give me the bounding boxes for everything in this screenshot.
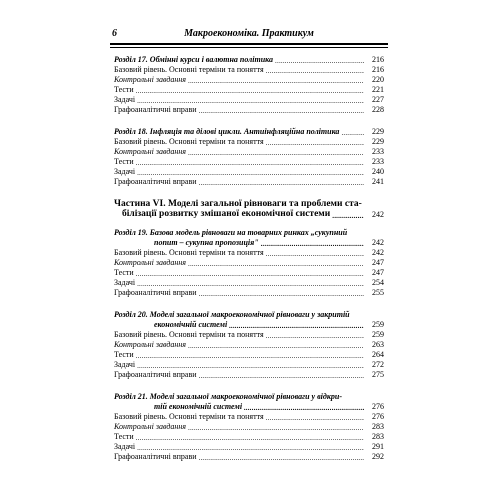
toc-items-17 <box>114 65 384 115</box>
entry-label: Графоаналітичні вправи <box>114 452 197 461</box>
toc-entry <box>114 452 384 462</box>
toc-entry <box>114 85 384 95</box>
leader-dots <box>136 85 364 95</box>
page-ref: 276 <box>372 402 384 411</box>
toc-entry <box>114 177 384 187</box>
leader-dots <box>199 105 365 115</box>
entry-label: Задачі <box>114 360 136 369</box>
leader-dots <box>188 75 364 85</box>
leader-dots <box>199 452 365 462</box>
leader-dots <box>199 288 365 298</box>
page-ref: 275 <box>372 370 384 379</box>
toc-entry <box>114 95 384 105</box>
page-ref: 240 <box>372 167 384 176</box>
page-ref: 263 <box>372 340 384 349</box>
page-ref: 254 <box>372 278 384 287</box>
entry-label: Контрольні завдання <box>114 75 187 84</box>
entry-label: Графоаналітичні вправи <box>114 177 197 186</box>
page-ref: 228 <box>372 105 384 114</box>
page-ref: 292 <box>372 452 384 461</box>
leader-dots <box>244 402 364 412</box>
page-ref: 242 <box>372 248 384 257</box>
section-title-line2: попит – сукупна пропозиція" <box>154 238 259 247</box>
leader-dots <box>199 370 365 380</box>
toc-items-19 <box>114 248 384 298</box>
toc-section-20 <box>114 310 384 330</box>
section-title-line1: Розділ 21. Моделі загальної макроекономічної рівноваги у відкри- <box>114 392 343 401</box>
section-title-line2: тій економічній системі <box>154 402 243 411</box>
toc-entry <box>114 137 384 147</box>
page-ref: 216 <box>372 55 384 64</box>
page-ref: 264 <box>372 350 384 359</box>
toc-entry <box>114 370 384 380</box>
page-ref: 276 <box>372 412 384 421</box>
page-ref: 216 <box>372 65 384 74</box>
page-ref: 220 <box>372 75 384 84</box>
page-ref: 233 <box>372 147 384 156</box>
toc-section-18 <box>114 127 384 137</box>
leader-dots <box>188 422 364 432</box>
entry-label: Базовий рівень. Основні терміни та поняття <box>114 65 264 74</box>
page-ref: 283 <box>372 432 384 441</box>
page-ref: 241 <box>372 177 384 186</box>
leader-dots <box>266 412 364 422</box>
page-ref: 233 <box>372 157 384 166</box>
page-ref: 272 <box>372 360 384 369</box>
toc-entry <box>114 330 384 340</box>
leader-dots <box>266 330 364 340</box>
toc-entry <box>114 248 384 258</box>
entry-label: Тести <box>114 85 134 94</box>
entry-label: Тести <box>114 350 134 359</box>
toc-section-19 <box>114 228 384 248</box>
toc-entry <box>114 75 384 85</box>
leader-dots <box>188 258 364 268</box>
entry-label: Базовий рівень. Основні терміни та поняття <box>114 248 264 257</box>
entry-label: Базовий рівень. Основні терміни та поняття <box>114 412 264 421</box>
leader-dots <box>332 210 364 220</box>
toc-entry <box>114 288 384 298</box>
leader-dots <box>137 442 364 452</box>
toc-entry <box>114 258 384 268</box>
entry-label: Задачі <box>114 278 136 287</box>
table-of-contents <box>114 55 384 462</box>
toc-entry <box>114 412 384 422</box>
entry-label: Тести <box>114 432 134 441</box>
leader-dots <box>275 55 364 65</box>
toc-part-6 <box>114 199 384 220</box>
toc-entry <box>114 147 384 157</box>
toc-section-21 <box>114 392 384 412</box>
toc-items-18 <box>114 137 384 187</box>
leader-dots <box>266 248 364 258</box>
section-title: Розділ 18. Інфляція та ділові цикли. Антиінфляційна політика <box>114 127 340 136</box>
entry-label: Контрольні завдання <box>114 340 187 349</box>
part-title-line2: білізації розвитку змішаної економічної системи <box>122 209 331 219</box>
toc-section-17 <box>114 55 384 65</box>
leader-dots <box>261 238 364 248</box>
page-ref: 291 <box>372 442 384 451</box>
entry-label: Тести <box>114 157 134 166</box>
page-ref: 247 <box>372 268 384 277</box>
leader-dots <box>137 95 364 105</box>
toc-entry <box>114 278 384 288</box>
toc-entry <box>114 422 384 432</box>
entry-label: Тести <box>114 268 134 277</box>
page-ref: 229 <box>372 127 384 136</box>
toc-entry <box>114 360 384 370</box>
entry-label: Базовий рівень. Основні терміни та поняття <box>114 330 264 339</box>
leader-dots <box>137 278 364 288</box>
page-ref: 242 <box>372 210 384 219</box>
entry-label: Контрольні завдання <box>114 422 187 431</box>
header-rule-thin <box>110 47 388 48</box>
toc-entry <box>114 105 384 115</box>
leader-dots <box>199 177 365 187</box>
page-ref: 247 <box>372 258 384 267</box>
section-title-line2: економічній системі <box>154 320 228 329</box>
toc-entry <box>114 432 384 442</box>
entry-label: Графоаналітичні вправи <box>114 370 197 379</box>
entry-label: Задачі <box>114 167 136 176</box>
page-ref: 255 <box>372 288 384 297</box>
leader-dots <box>136 350 364 360</box>
running-header <box>110 27 388 43</box>
toc-entry <box>114 268 384 278</box>
entry-label: Контрольні завдання <box>114 147 187 156</box>
entry-label: Графоаналітичні вправи <box>114 105 197 114</box>
page-ref: 221 <box>372 85 384 94</box>
page-ref: 227 <box>372 95 384 104</box>
toc-items-20 <box>114 330 384 380</box>
section-title-line1: Розділ 20. Моделі загальної макроекономічної рівноваги у закритій <box>114 310 350 319</box>
running-title: Макроекономіка. Практикум <box>184 28 314 39</box>
toc-entry <box>114 157 384 167</box>
toc-entry <box>114 350 384 360</box>
leader-dots <box>136 268 364 278</box>
leader-dots <box>137 167 364 177</box>
entry-label: Базовий рівень. Основні терміни та поняття <box>114 137 264 146</box>
toc-items-21 <box>114 412 384 462</box>
section-title-line1: Розділ 19. Базова модель рівноваги на товарних ринках „сукупний <box>114 228 348 237</box>
entry-label: Графоаналітичні вправи <box>114 288 197 297</box>
page-number: 6 <box>112 28 117 39</box>
section-title: Розділ 17. Обмінні курси і валютна політика <box>114 55 274 64</box>
leader-dots <box>266 65 364 75</box>
leader-dots <box>188 147 364 157</box>
header-rule-thick <box>110 43 388 45</box>
leader-dots <box>341 127 364 137</box>
toc-entry <box>114 340 384 350</box>
toc-entry <box>114 167 384 177</box>
leader-dots <box>136 432 364 442</box>
part-title-line1: Частина VI. Моделі загальної рівноваги та проблеми ста- <box>114 199 362 209</box>
entry-label: Контрольні завдання <box>114 258 187 267</box>
page-ref: 242 <box>372 238 384 247</box>
page-ref: 283 <box>372 422 384 431</box>
leader-dots <box>137 360 364 370</box>
leader-dots <box>229 320 364 330</box>
toc-entry <box>114 442 384 452</box>
leader-dots <box>266 137 364 147</box>
leader-dots <box>136 157 364 167</box>
leader-dots <box>188 340 364 350</box>
page-ref: 259 <box>372 330 384 339</box>
page-ref: 259 <box>372 320 384 329</box>
page-ref: 229 <box>372 137 384 146</box>
entry-label: Задачі <box>114 95 136 104</box>
entry-label: Задачі <box>114 442 136 451</box>
toc-entry <box>114 65 384 75</box>
